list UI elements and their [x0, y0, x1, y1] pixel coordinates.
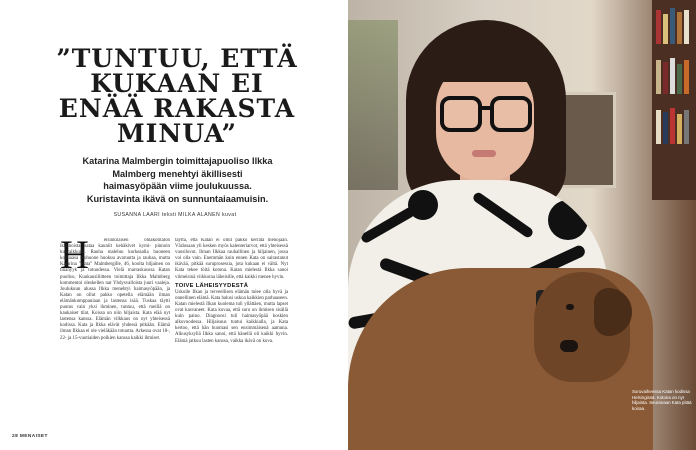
glasses-right-lens	[490, 96, 532, 132]
drop-cap: H	[60, 232, 89, 277]
section-subhead: TOIVE LÄHEISYYDESTÄ	[175, 282, 249, 289]
page-footer: 28 MENAISET	[12, 434, 48, 439]
body-column-1	[60, 232, 170, 418]
hair-fringe	[428, 34, 548, 82]
body-text-1: elsinkiläisen omakotitalon ikkunoista sataa kauniit kehäkivet kymi- pinnoin kuuraikkuna. Rauha maleluu korkeaalla huoneen kohuaasa olohuone huokuu avaruutta ja rauhaa, mutta Katarina ”Kata” Malmbergille, 46, koolta hiljainen on tinanyyk ja totuudessa. Vielä marraskuussa Katan puoliso, Kuukausiliitteen toimittaja Ilkka Malmberg kommentoi oleskellen nat Yhdysvalloista juuri vaaleja. Joulukuun alussa Ilkka menehtyi haimasyöpään, ja Katan on ollut pakko opetella elämään ilman elämänkumppaniaan ja lastensa isää. Tuskaa täytti puutus vain yksi ihminen, tuntuu, että meillä on kaukaiset tilat. Koissa on niin hiljaista. Kata elää nyt lastensa kanssa. Elämän vilkkaus on nyt yhteisessä kodissa. Kata ja Ilkka elävät yhdessä pitkään. Elämä ilman Ilkkaa ei ole vieläkään totuutta. Arkessa ovat 18-, 22- ja 15-vuotiaiden poikien kanssa kaikki ihmiset.	[60, 238, 170, 341]
byline-credit: SUSANNA LAARI teksti MILKA ALANEN kuvat	[113, 212, 237, 218]
body-text-3: Uskolle Ilkan ja terveellisen elämän tulee olla hyvä ja onnellinen elämä. Kata halusi uskoa kaikkien parhaaseen. Katan mielestä Ilkan kuolema tuli yllättäen, mutta lapset ovat kasvaneet. Kata kuvaa, että suru on ihmisen sisällä kuin paino. Diagnoosi tuli haimasyöpää koskien alkuvuodessa. Hiljaisuus tuntui kaikkialla, ja Kata kertoo, että hän huomasi sen ensimmäisenä aamuna. Alkusyksyllä Ilkka sanoi, että hänellä oli kaikki hyvin. Elämä jatkuu lasten kanssa, vaikka ikävä on kova.	[175, 289, 288, 344]
lips-shape	[472, 150, 496, 157]
photo-caption: Suruvaiheessa Katan kodissa Helsingissä. Kotona on nyt hiljaista. Seuranaan Kata pitää koiraa.	[632, 389, 692, 411]
dog-nose	[560, 340, 578, 352]
body-text-2: täyttä, että Katan ei ollut pakko kerrata menojaan. Värässaan yli kesken myös kalenteriarvot, että yhteisessä vuosiluvut. Ilman Ilkkaa rauhallinen ja hiljainen, jossa voi olla vain. Enemmän kuin ennen Kata on sairastanut ikävää, pitkää suruprosessia, jota kukaan ei vältä. Nyt Kata tekee töitä kotona. Katan mielestä Ilkka sanoi viimeisinä viikkoina läheisille, että kaikki menee hyvin.	[175, 238, 288, 280]
lead-paragraph: Katarina Malmbergin toimittajapuoliso Ilkka Malmberg menehtyi äkillisesti haimasyöpään viime joulukuussa. Kuristavinta ikävä on sunnuntaiaamuisin.	[82, 156, 273, 204]
body-column-2	[175, 238, 288, 418]
portrait-photo	[348, 0, 696, 450]
dog-eye	[566, 304, 574, 310]
glasses-bridge	[478, 106, 492, 110]
bookshelf	[652, 0, 696, 200]
headline: ”TUNTUU, ETTÄ KUKAAN EI ENÄÄ RAKASTA MINUA”	[56, 44, 298, 148]
glasses-left-lens	[440, 96, 482, 132]
plant-shape	[348, 20, 398, 190]
